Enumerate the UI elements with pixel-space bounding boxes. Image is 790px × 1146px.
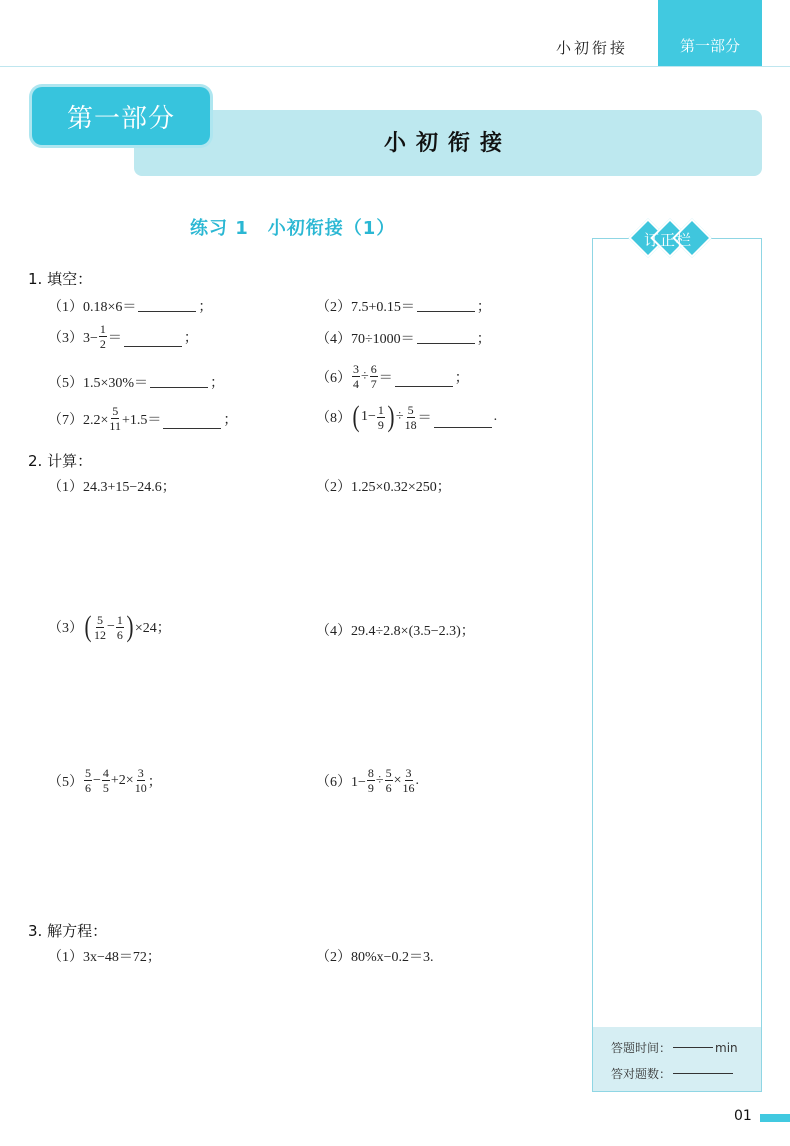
equation-item-1 [48, 946, 161, 966]
answer-blank[interactable] [395, 385, 453, 387]
answer-blank[interactable] [417, 310, 475, 312]
operator: − [93, 772, 101, 788]
denominator: 6 [385, 781, 392, 795]
fill-item-1 [48, 296, 212, 316]
calc-item-3 [48, 612, 171, 642]
item-text: ＝ [107, 330, 122, 346]
answer-time-line [611, 1039, 738, 1056]
operator: × [393, 772, 402, 788]
fraction [405, 403, 417, 432]
item-text: （5） [48, 774, 83, 790]
left-paren: ( [84, 610, 92, 643]
fraction [370, 362, 378, 391]
answer-blank[interactable] [150, 386, 208, 388]
operator: ÷ [361, 368, 369, 384]
answer-blank[interactable] [124, 345, 182, 347]
calc-item-1 [48, 476, 176, 496]
item-text: ； [147, 774, 162, 790]
fraction [99, 322, 107, 351]
answer-blank[interactable] [163, 427, 221, 429]
operator: ÷ [375, 772, 384, 788]
item-text: （3） [48, 621, 83, 636]
denominator: 7 [370, 377, 377, 391]
fraction [377, 403, 385, 432]
correct-count-blank[interactable] [673, 1072, 733, 1074]
fraction [352, 362, 360, 391]
fill-item-8 [316, 402, 497, 432]
numerator: 1 [116, 612, 123, 627]
item-text: （8） [316, 411, 351, 426]
fill-item-3 [48, 322, 198, 351]
item-text: （6） [316, 370, 351, 386]
denominator: 16 [402, 781, 415, 795]
item-text: （1）0.18×6＝ [48, 300, 137, 315]
item-sep: ； [454, 370, 469, 386]
item-sep: ； [198, 300, 213, 315]
item-text: ＝ [417, 411, 432, 426]
fill-item-7 [48, 404, 237, 433]
denominator: 5 [102, 781, 109, 795]
fill-item-4 [316, 328, 491, 348]
header-chapter: 小初衔接 [556, 39, 629, 57]
item-text: . [415, 772, 419, 788]
item-text: （7）2.2× [48, 412, 109, 428]
fraction [94, 613, 106, 642]
numerator: 3 [353, 362, 359, 376]
item-text: （1）3x−48＝72； [48, 950, 161, 965]
item-text: ＝ [378, 370, 393, 386]
answer-blank[interactable] [417, 342, 475, 344]
answer-time-blank[interactable] [673, 1046, 713, 1048]
operator: +2× [110, 772, 134, 788]
calc-item-4 [316, 620, 475, 640]
denominator: 12 [94, 627, 106, 642]
numerator: 5 [112, 404, 119, 418]
denominator: 10 [134, 781, 147, 795]
item-text: （4）70÷1000＝ [316, 332, 415, 347]
section3-title: 3. 解方程： [28, 922, 108, 940]
fill-item-6 [316, 362, 469, 391]
denominator: 9 [367, 781, 374, 795]
operator: ÷ [395, 409, 404, 424]
answer-time-unit: min [715, 1041, 738, 1055]
denominator: 6 [116, 627, 123, 642]
numerator: 4 [102, 766, 109, 780]
fraction [403, 766, 415, 795]
equation-item-2 [316, 946, 434, 966]
item-sep: ； [210, 376, 225, 391]
banner-title: 小初衔接 [383, 131, 512, 156]
denominator: 9 [377, 417, 384, 432]
item-sep: ； [476, 332, 491, 347]
section1-title: 1. 填空： [28, 270, 93, 288]
item-text: ×24； [134, 621, 171, 636]
correction-panel [592, 238, 762, 1092]
denominator: 4 [353, 377, 359, 391]
header-divider [0, 66, 790, 67]
item-sep: . [493, 409, 498, 424]
numerator: 1 [99, 322, 106, 336]
fraction [116, 613, 124, 642]
calc-item-5 [48, 766, 162, 795]
denominator: 2 [99, 337, 106, 351]
numerator: 6 [370, 362, 377, 376]
item-text: +1.5＝ [121, 412, 162, 428]
page-number-bar [760, 1114, 790, 1122]
numerator: 5 [407, 402, 414, 417]
item-sep: ； [223, 412, 238, 428]
numerator: 5 [385, 766, 392, 780]
numerator: 3 [137, 766, 144, 780]
part-badge: 第一部分 [32, 87, 210, 145]
answer-time-label: 答题时间： [611, 1041, 672, 1055]
page-number: 01 [734, 1108, 752, 1124]
item-text: （3）3− [48, 330, 98, 346]
fraction [367, 766, 375, 795]
answer-blank[interactable] [138, 310, 196, 312]
item-text: （4）29.4÷2.8×(3.5−2.3)； [316, 624, 475, 639]
numerator: 1 [377, 402, 384, 417]
correct-count-line [611, 1065, 735, 1082]
correct-count-label: 答对题数： [611, 1067, 672, 1081]
item-text: （2）7.5+0.15＝ [316, 300, 415, 315]
fraction [102, 766, 110, 795]
fraction [109, 404, 121, 433]
denominator: 18 [404, 417, 417, 432]
numerator: 5 [85, 766, 91, 780]
answer-blank[interactable] [434, 426, 492, 428]
denominator: 6 [85, 781, 91, 795]
item-text: （5）1.5×30%＝ [48, 376, 149, 391]
item-text: （6）1− [316, 774, 366, 790]
fill-item-5 [48, 372, 224, 392]
item-text: （2）80%x−0.2＝3. [316, 950, 434, 965]
left-paren: ( [352, 400, 360, 433]
operator: − [107, 619, 115, 634]
denominator: 11 [109, 419, 121, 433]
numerator: 3 [405, 766, 412, 780]
calc-item-2 [316, 476, 451, 496]
numerator: 5 [97, 612, 103, 627]
right-paren: ) [387, 400, 395, 433]
fraction [135, 766, 147, 795]
calc-item-6 [316, 766, 419, 795]
exercise-title: 练习 1 小初衔接（1） [190, 218, 396, 239]
section2-title: 2. 计算： [28, 452, 93, 470]
numerator: 8 [367, 766, 374, 780]
panel-footer [593, 1027, 761, 1091]
header-part-tab: 第一部分 [658, 0, 762, 66]
correction-title: 订正栏 [644, 231, 693, 249]
item-sep: ； [476, 300, 491, 315]
right-paren: ) [126, 610, 134, 643]
fraction [84, 766, 92, 795]
item-text: （1）24.3+15−24.6； [48, 480, 176, 495]
fill-item-2 [316, 296, 491, 316]
item-sep: ； [183, 330, 198, 346]
item-text: 1− [361, 409, 376, 424]
fraction [385, 766, 393, 795]
item-text: （2）1.25×0.32×250； [316, 480, 451, 495]
